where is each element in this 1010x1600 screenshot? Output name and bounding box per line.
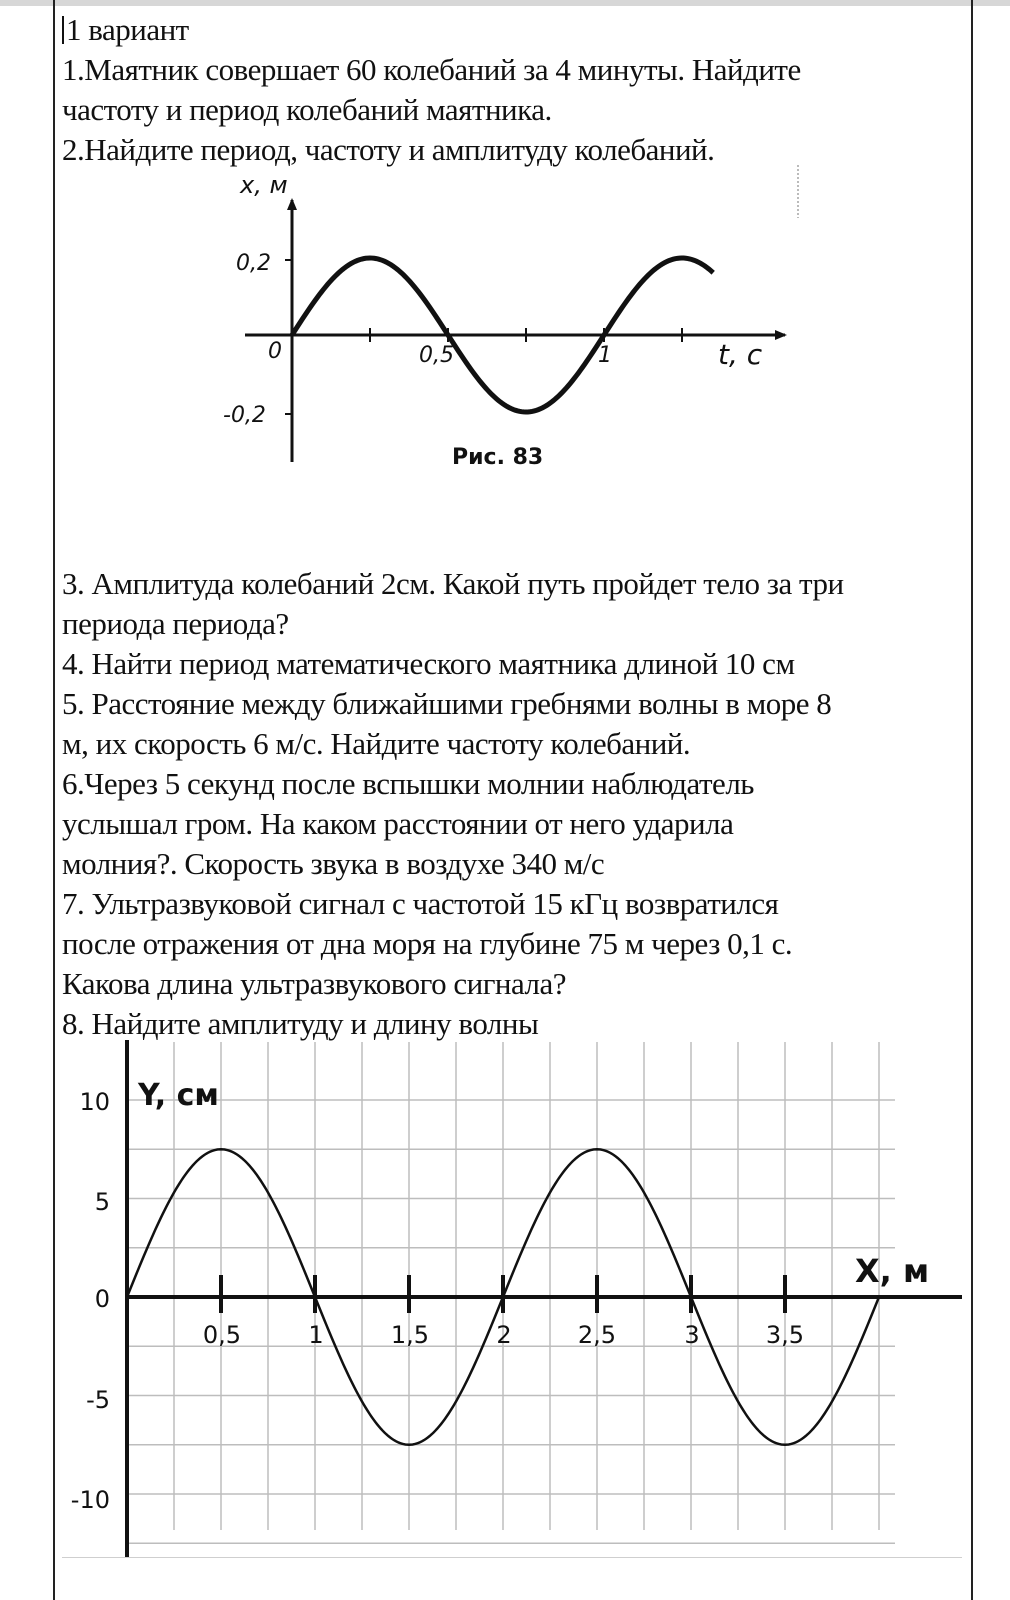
x-tick-label: 1 [598,343,612,368]
task-line: 7. Ультразвуковой сигнал с частотой 15 кГц возвратился [62,886,779,921]
task-line: Какова длина ультразвукового сигнала? [62,966,567,1001]
x-axis-label: t, с [718,338,763,371]
task-line: молния?. Скорость звука в воздухе 340 м/с [62,846,605,881]
text-cursor [62,16,64,44]
task-line: периода периода? [62,606,289,641]
y-tick-label: 10 [79,1088,110,1116]
x-tick-label: 0,5 [202,1321,242,1349]
task-line: 1.Маятник совершает 60 колебаний за 4 минуты. Найдите [62,52,801,87]
task-line: после отражения от дна моря на глубине 75 м через 0,1 с. [62,926,793,961]
x-tick-label: 0,5 [419,343,454,368]
task-line: м, их скорость 6 м/с. Найдите частоту колебаний. [62,726,691,761]
task-line: 8. Найдите амплитуду и длину волны [62,1006,539,1041]
task-line: 2.Найдите период, частоту и амплитуду колебаний. [62,132,715,167]
x-tick-label: 0 [268,339,282,364]
y-tick-label: -0,2 [223,403,266,428]
grid [127,1042,895,1543]
page-top-border [0,0,1010,6]
x-tick-label: 2,5 [577,1321,617,1349]
y-tick-label: -10 [70,1486,110,1514]
y-tick-label: -5 [86,1386,110,1414]
figure-caption: Рис. 83 [452,445,544,470]
task-line: 4. Найти период математического маятника длиной 10 см [62,646,795,681]
task-line: 6.Через 5 секунд после вспышки молнии наблюдатель [62,766,754,801]
y-tick-label: 0 [94,1285,110,1313]
x-tick-label: 3,5 [765,1321,805,1349]
y-axis-label: Y, см [138,1078,219,1113]
document-top-text [62,10,962,170]
x-tick-label: 1 [308,1321,324,1349]
x-axis-label: X, м [855,1252,930,1290]
y-tick-label: 5 [94,1188,110,1216]
oscillation-chart [0,150,1010,630]
x-tick-label: 1,5 [390,1321,430,1349]
x-tick-label: 2 [496,1321,512,1349]
task-line: частоту и период колебаний маятника. [62,92,552,127]
task-line: 3. Амплитуда колебаний 2см. Какой путь пройдет тело за три [62,566,844,601]
x-tick-label: 3 [684,1321,700,1349]
task-line: услышал гром. На каком расстоянии от него ударила [62,806,734,841]
document-bottom-text [62,564,962,1044]
bottom-divider [62,1557,962,1558]
task-line: 5. Расстояние между ближайшими гребнями волны в море 8 [62,686,832,721]
wave-chart [0,1030,1010,1570]
variant-heading: 1 вариант [62,10,962,50]
y-tick-label: 0,2 [236,251,271,276]
y-axis-label: x, м [240,171,288,199]
